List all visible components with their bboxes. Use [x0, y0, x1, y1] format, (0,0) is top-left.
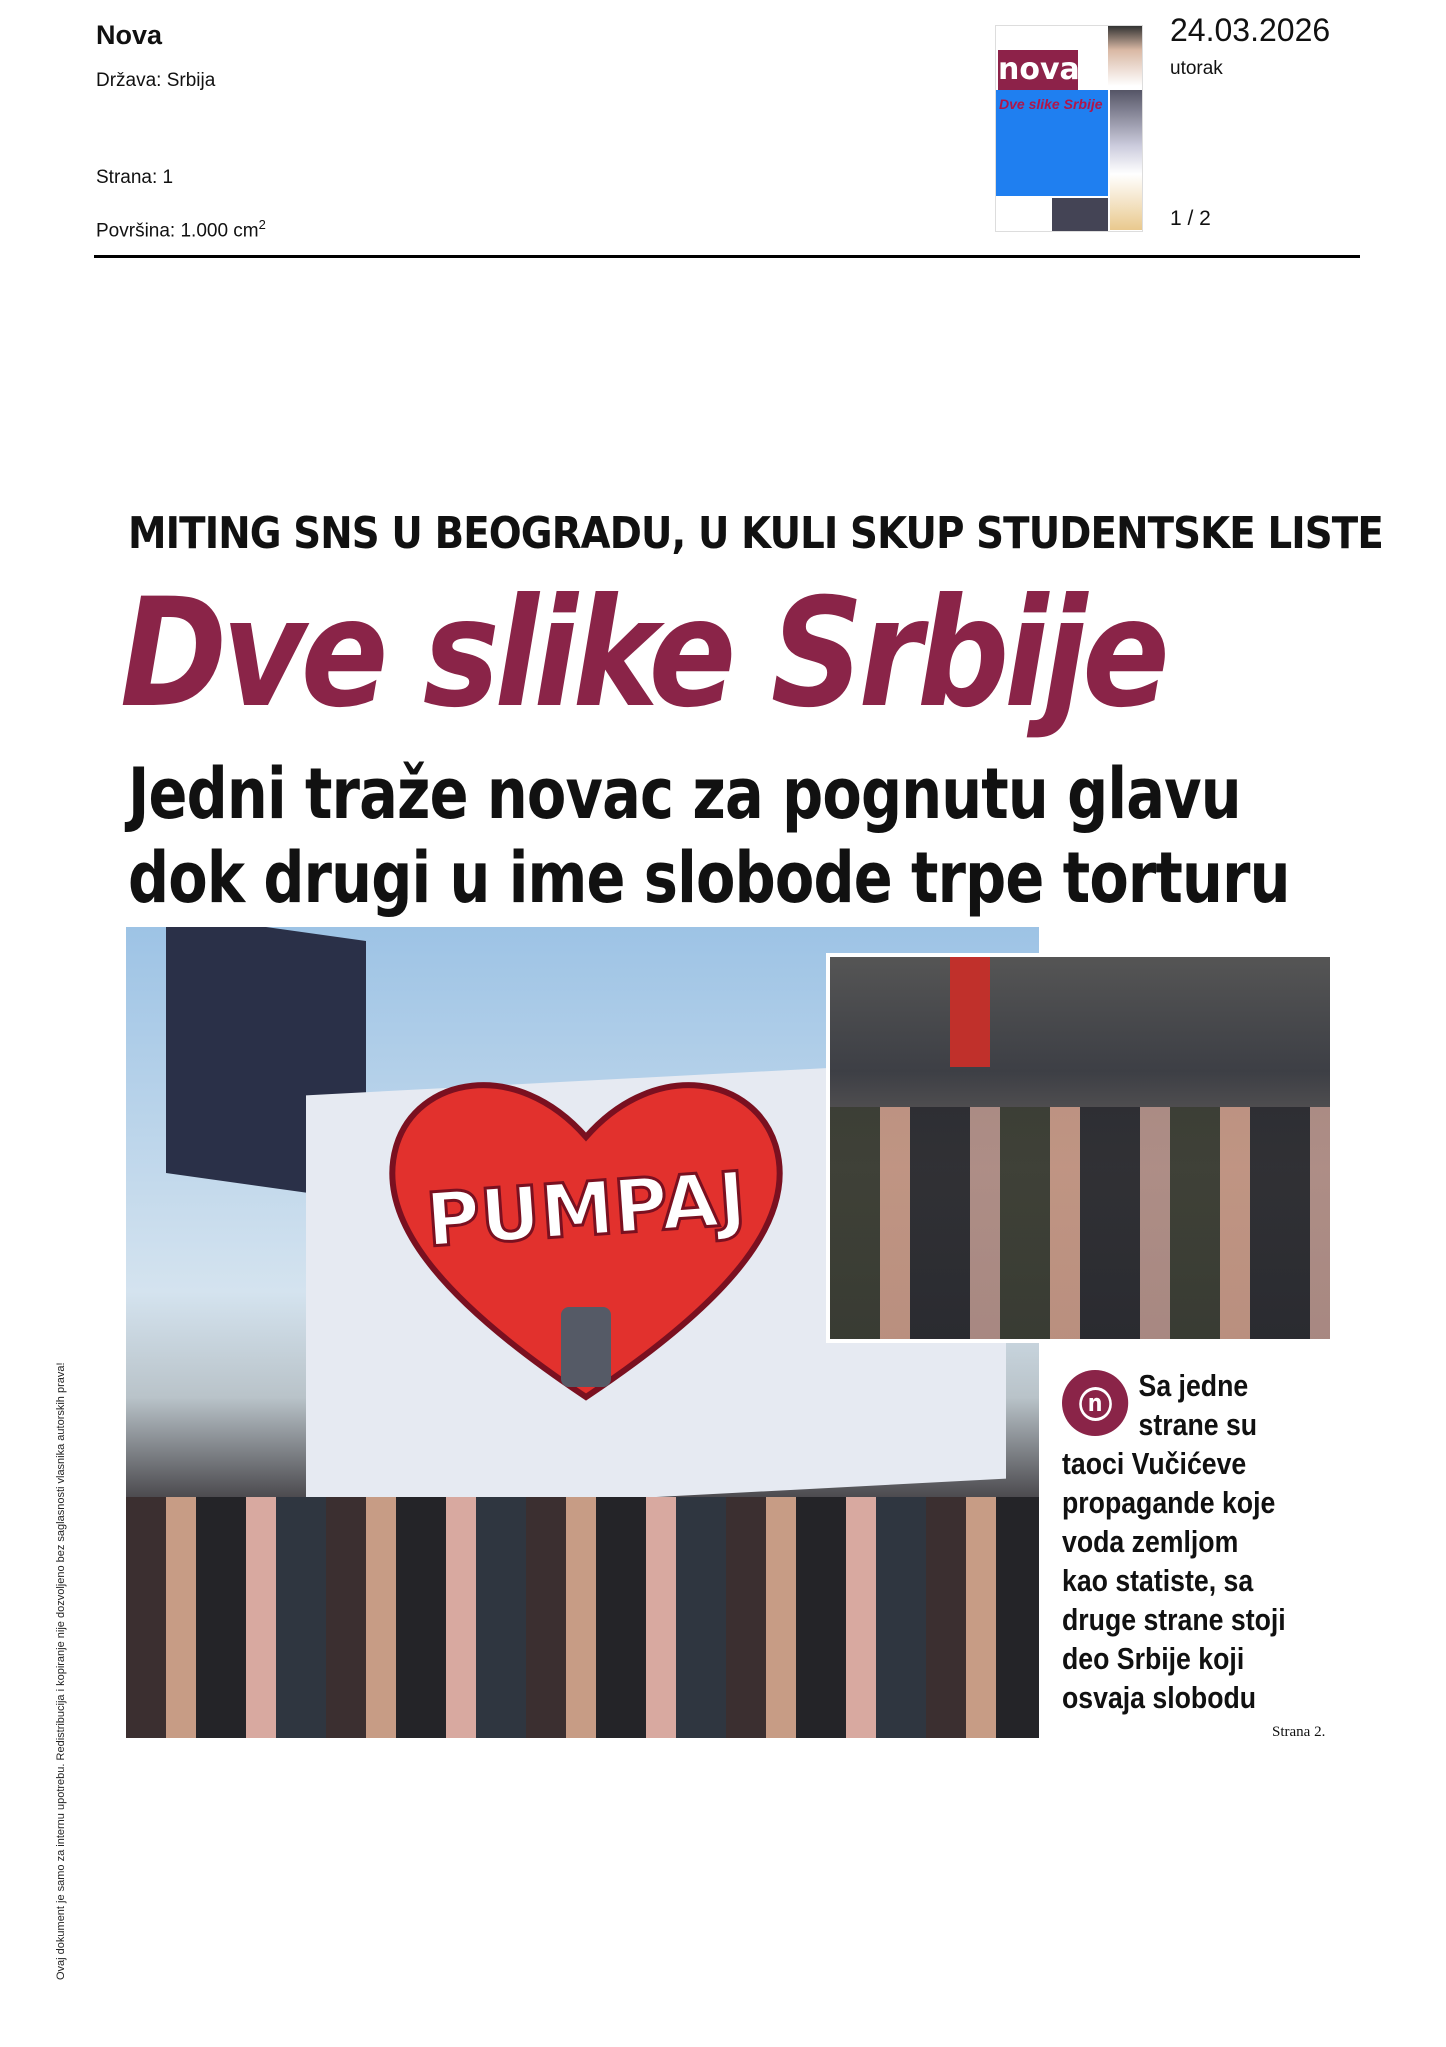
banner-text-wrap [376, 1057, 796, 1417]
article-subheadline [128, 752, 1290, 920]
thumbnail-side-column [1110, 90, 1143, 230]
publication-name: Nova [96, 20, 163, 50]
thumbnail-headline: Dve slike Srbije [999, 96, 1103, 112]
red-flag [950, 957, 990, 1067]
crowd [126, 1497, 1039, 1738]
area-unit-exponent: 2 [258, 217, 266, 232]
thumbnail-logo: nova [998, 50, 1078, 92]
crowd [830, 1107, 1334, 1343]
article-headline: Dve slike Srbije [120, 567, 1165, 741]
thumbnail-portrait [1108, 26, 1143, 86]
banner-text: PUMPAJ [423, 1155, 749, 1265]
front-page-thumbnail[interactable] [995, 25, 1143, 232]
thumbnail-main-story [996, 90, 1108, 196]
thumbnail-bottom-story [996, 198, 1108, 232]
page-label: Strana: 1 [96, 167, 174, 188]
weekday: utorak [1170, 58, 1223, 79]
nova-logo-icon [1062, 1370, 1128, 1436]
legal-notice: Ovaj dokument je samo za internu upotrebu. Redistribucija i kopiranje nije dozvoljeno bez saglasnosti vlasnika autorskih prava! [55, 1362, 67, 1980]
header-divider [94, 255, 1360, 258]
inset-photo-rally [826, 953, 1334, 1343]
logo-letter: n [1079, 1387, 1112, 1421]
area-value: Površina: 1.000 cm [96, 220, 259, 242]
page-reference: Strana 2. [1272, 1724, 1326, 1740]
country-label: Država: Srbija [96, 70, 216, 91]
caption-text: Sa jedne strane su taoci Vučićeve propagande koje voda zemljom kao statiste, sa druge strane stoji deo Srbije koji osvaja slobodu [1062, 1368, 1286, 1715]
subheadline-line-2: dok drugi u ime slobode trpe torturu [128, 837, 1290, 919]
subheadline-line-1: Jedni traže novac za pognutu glavu [128, 753, 1241, 835]
area-label [96, 217, 266, 242]
page-counter: 1 / 2 [1170, 207, 1211, 230]
photo-caption [1062, 1366, 1397, 1717]
issue-date: 24.03.2026 [1170, 12, 1331, 48]
article-kicker: MITING SNS U BEOGRADU, U KULI SKUP STUDENTSKE LISTE [128, 508, 1383, 559]
